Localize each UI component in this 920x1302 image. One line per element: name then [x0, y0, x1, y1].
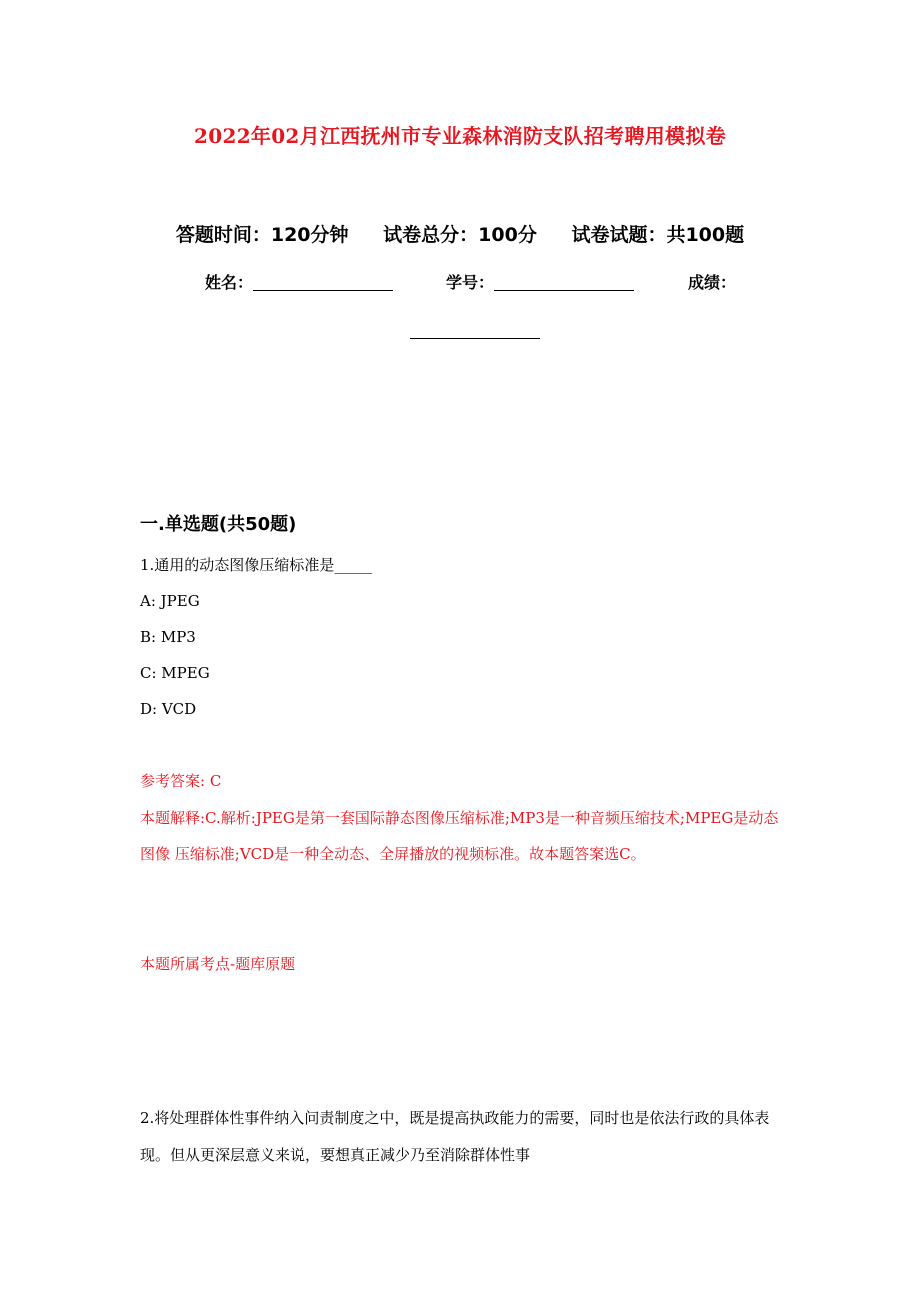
score-label: 成绩：: [688, 273, 737, 292]
id-field: [446, 270, 634, 293]
question-1-option-b: B: MP3: [140, 628, 196, 646]
section-title: 一.单选题(共50题): [140, 514, 297, 535]
score-field: [688, 270, 736, 293]
exam-total-questions: 试卷试题：共100题: [571, 224, 745, 246]
exam-time: 答题时间：120分钟: [175, 224, 349, 246]
question-1-option-c: C: MPEG: [140, 664, 210, 682]
name-field: [205, 270, 393, 293]
id-label: 学号：: [446, 273, 495, 292]
question-1-answer: 参考答案: C: [140, 772, 222, 790]
exam-meta: [0, 220, 920, 247]
id-blank: [494, 274, 634, 291]
question-1-option-a: A: JPEG: [140, 592, 200, 610]
question-1-topic: 本题所属考点-题库原题: [140, 955, 296, 973]
question-2-stem: 2.将处理群体性事件纳入问责制度之中，既是提高执政能力的需要，同时也是依法行政的具体表现。但从更深层意义来说，要想真正减少乃至消除群体性事: [140, 1109, 770, 1164]
name-blank: [253, 274, 393, 291]
score-blank: [410, 322, 540, 339]
question-1-stem: 1.通用的动态图像压缩标准是_____: [140, 556, 372, 574]
question-1-option-d: D: VCD: [140, 700, 197, 718]
document-title: 2022年02月江西抚州市专业森林消防支队招考聘用模拟卷: [194, 124, 726, 148]
question-1-explanation: 本题解释:C.解析:JPEG是第一套国际静态图像压缩标准;MP3是一种音频压缩技术;MPEG是动态图像 压缩标准;VCD是一种全动态、全屏播放的视频标准。故本题答案选C。: [140, 809, 779, 863]
name-label: 姓名：: [205, 273, 254, 292]
exam-total-score: 试卷总分：100分: [383, 224, 537, 246]
